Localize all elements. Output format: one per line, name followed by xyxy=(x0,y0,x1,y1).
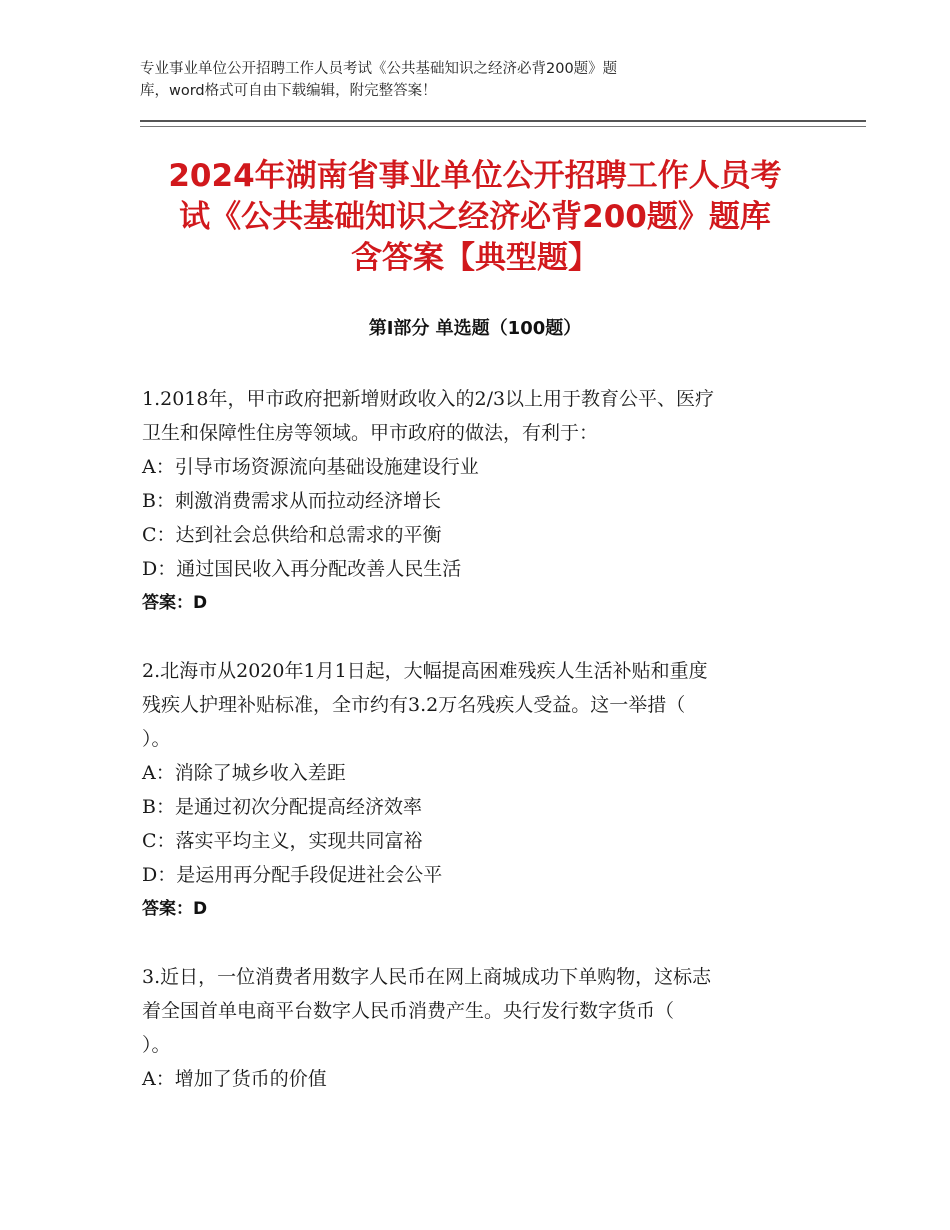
option-d: D：通过国民收入再分配改善人民生活 xyxy=(142,558,462,580)
question-stem-line: 2.北海市从2020年1月1日起，大幅提高困难残疾人生活补贴和重度 xyxy=(142,660,708,682)
question-stem-line: ）。 xyxy=(142,728,171,750)
question-stem-line: 1.2018年，甲市政府把新增财政收入的2/3以上用于教育公平、医疗 xyxy=(142,388,715,410)
question-stem-line: 卫生和保障性住房等领域。甲市政府的做法，有利于： xyxy=(142,422,599,444)
option-a: A：引导市场资源流向基础设施建设行业 xyxy=(142,456,479,478)
option-b: B：刺激消费需求从而拉动经济增长 xyxy=(142,490,441,512)
title-line: 含答案【典型题】 xyxy=(351,240,599,276)
header-divider xyxy=(140,126,866,127)
title-line: 2024年湖南省事业单位公开招聘工作人员考 xyxy=(168,158,782,194)
question-stem-line: 着全国首单电商平台数字人民币消费产生。央行发行数字货币（ xyxy=(142,1000,675,1022)
answer: 答案：D xyxy=(142,899,208,919)
question-stem-line: ）。 xyxy=(142,1034,171,1056)
question-stem-line: 3.近日，一位消费者用数字人民币在网上商城成功下单购物，这标志 xyxy=(142,966,712,988)
option-d: D：是运用再分配手段促进社会公平 xyxy=(142,864,443,886)
option-a: A：增加了货币的价值 xyxy=(142,1068,327,1090)
question-stem-line: 残疾人护理补贴标准，全市约有3.2万名残疾人受益。这一举措（ xyxy=(142,694,686,716)
option-c: C：达到社会总供给和总需求的平衡 xyxy=(142,524,442,546)
header-note xyxy=(140,58,780,102)
header-divider xyxy=(140,120,866,122)
answer: 答案：D xyxy=(142,593,208,613)
header-note-line: 专业事业单位公开招聘工作人员考试《公共基础知识之经济必背200题》题 xyxy=(140,61,618,77)
document-title xyxy=(110,156,840,279)
header-note-line: 库，word格式可自由下载编辑，附完整答案！ xyxy=(140,83,437,99)
option-c: C：落实平均主义，实现共同富裕 xyxy=(142,830,423,852)
option-a: A：消除了城乡收入差距 xyxy=(142,762,346,784)
title-line: 试《公共基础知识之经济必背200题》题库 xyxy=(179,199,771,235)
section-heading: 第I部分 单选题（100题） xyxy=(368,318,582,339)
option-b: B：是通过初次分配提高经济效率 xyxy=(142,796,422,818)
